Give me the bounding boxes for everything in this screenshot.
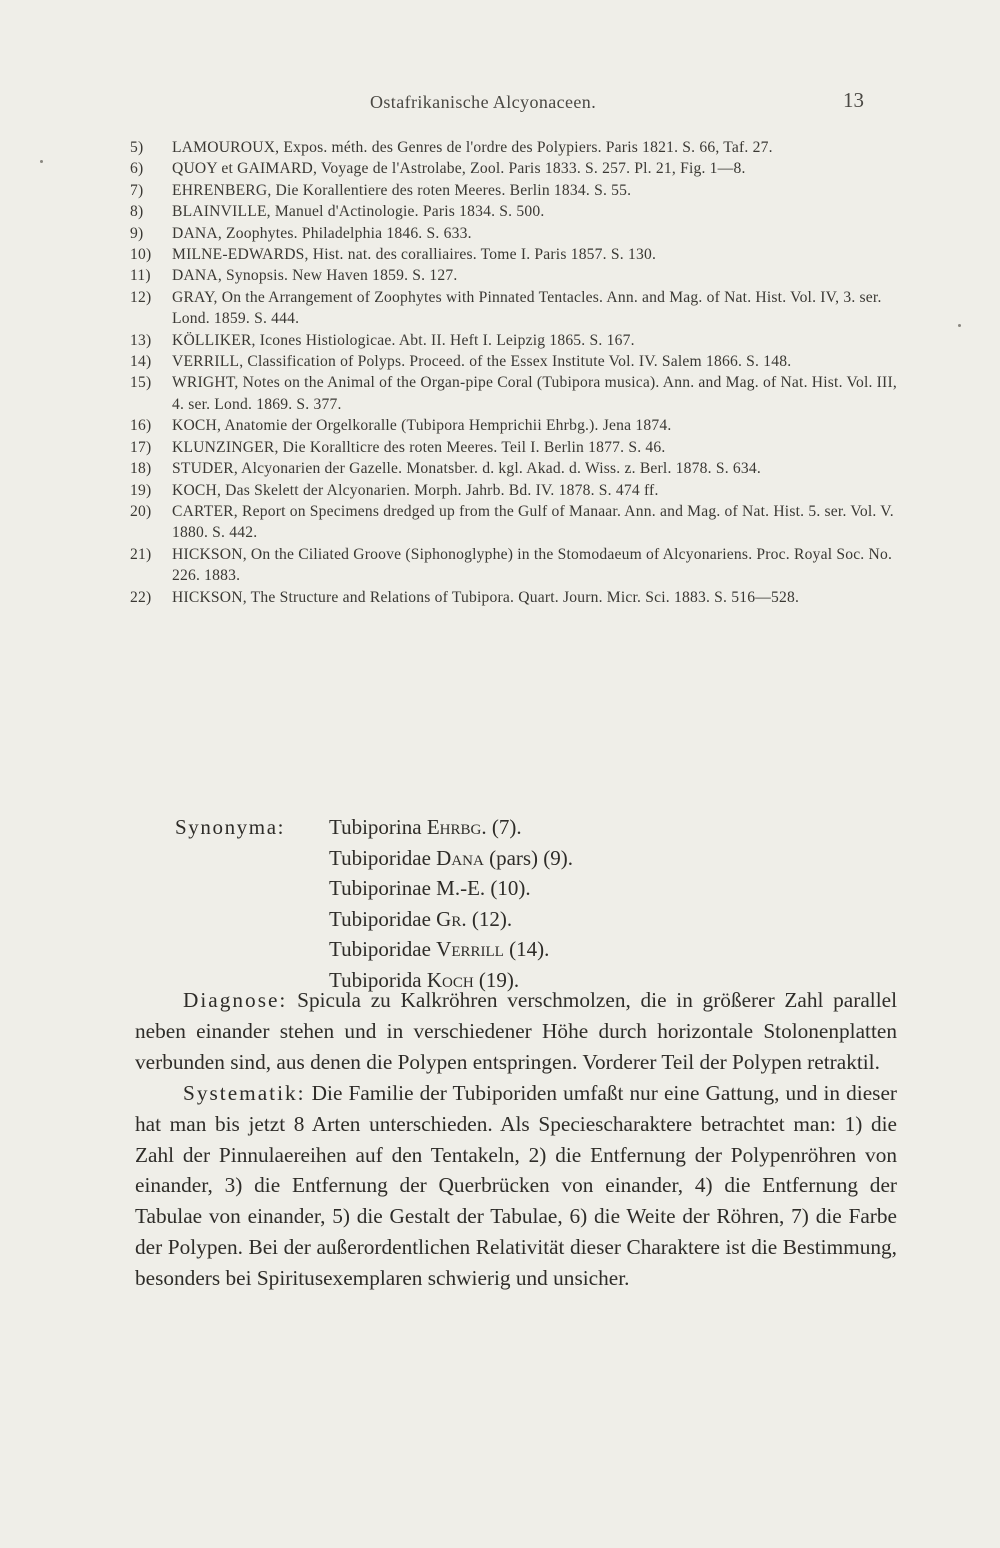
synonym-row <box>175 934 573 965</box>
reference-number: 14) <box>130 353 152 371</box>
reference-number: 10) <box>130 246 152 264</box>
diagnose-label: Diagnose: <box>183 988 288 1012</box>
reference-item <box>130 437 900 458</box>
reference-item <box>130 458 900 479</box>
synonym-name: Tubiporina <box>329 815 422 839</box>
reference-item <box>130 137 900 158</box>
synonyma-block <box>175 812 573 996</box>
reference-item <box>130 201 900 222</box>
reference-text: EHRENBERG, Die Korallentiere des roten Meeres. Berlin 1834. S. 55. <box>172 181 632 199</box>
diagnose-paragraph <box>135 985 897 1078</box>
synonym-name: Tubiporidae <box>329 845 431 870</box>
scan-speck <box>40 160 43 163</box>
reference-item <box>130 287 900 330</box>
reference-item <box>130 223 900 244</box>
reference-item <box>130 587 900 608</box>
reference-number: 22) <box>130 588 152 606</box>
reference-number: 7) <box>130 181 144 199</box>
synonym-name: Tubiporinae <box>329 876 431 901</box>
reference-item <box>130 351 900 372</box>
reference-text: LAMOUROUX, Expos. méth. des Genres de l'ordre des Polypiers. Paris 1821. S. 66, Taf. 27. <box>172 139 773 156</box>
synonym-author: M.-E. <box>436 876 486 901</box>
synonyma-label: Synonyma: <box>175 815 286 839</box>
scan-speck <box>958 324 961 327</box>
reference-number: 6) <box>130 160 144 178</box>
reference-text: VERRILL, Classification of Polyps. Proceed. of the Essex Institute Vol. IV. Salem 1866. S. 148. <box>172 353 792 371</box>
synonym-row <box>175 904 573 935</box>
synonym-ref: (10). <box>490 876 531 901</box>
reference-number: 13) <box>130 331 152 349</box>
reference-text: DANA, Synopsis. New Haven 1859. S. 127. <box>172 267 458 285</box>
reference-number: 16) <box>130 417 152 435</box>
reference-item <box>130 480 900 501</box>
synonym-name: Tubiporidae <box>329 937 431 962</box>
reference-number: 17) <box>130 438 152 456</box>
running-title: Ostafrikanische Alcyonaceen. <box>370 92 597 112</box>
reference-text: KOCH, Anatomie der Orgelkoralle (Tubipora Hemprichii Ehrbg.). Jena 1874. <box>172 417 672 435</box>
reference-text: KLUNZINGER, Die Korallticre des roten Meeres. Teil I. Berlin 1877. S. 46. <box>172 438 666 456</box>
synonym-ref: (14). <box>509 937 550 962</box>
synonym-name: Tubiporidae <box>329 906 431 931</box>
reference-number: 11) <box>130 267 151 285</box>
synonym-ref: (pars) (9). <box>489 845 574 870</box>
diagnose-text: Spicula zu Kalkröhren verschmolzen, die in größerer Zahl parallel neben einander stehen und in verschiedener Höhe durch horizontale Stolonenplatten verbunden sind, aus denen die Polypen entspringen. Vorderer Teil der Polypen retraktil. <box>135 988 898 1074</box>
reference-text: KOCH, Das Skelett der Alcyonarien. Morph. Jahrb. Bd. IV. 1878. S. 474 ff. <box>172 481 659 499</box>
synonym-ref: (7). <box>491 815 522 839</box>
reference-text: WRIGHT, Notes on the Animal of the Organ-pipe Coral (Tubipora musica). Ann. and Mag. of Nat. Hist. Vol. III, 4. ser. Lond. 1869. S. 377. <box>172 374 897 413</box>
reference-text: STUDER, Alcyonarien der Gazelle. Monatsber. d. kgl. Akad. d. Wiss. z. Berl. 1878. S. 634. <box>172 460 762 478</box>
synonym-row <box>175 843 573 874</box>
reference-number: 12) <box>130 288 152 306</box>
reference-item <box>130 415 900 436</box>
synonym-row <box>175 812 573 843</box>
reference-number: 5) <box>130 139 144 156</box>
reference-number: 15) <box>130 374 152 392</box>
reference-number: 8) <box>130 203 144 221</box>
reference-number: 9) <box>130 224 144 242</box>
reference-list <box>130 137 900 608</box>
reference-text: HICKSON, On the Ciliated Groove (Siphonoglyphe) in the Stomodaeum of Alcyonariens. Proc. Royal Soc. No. 226. 1883. <box>172 545 893 585</box>
synonym-author: Ehrbg. <box>426 815 487 839</box>
synonym-author: Dana <box>436 845 484 870</box>
synonym-author: Gr. <box>436 906 467 931</box>
reference-text: KÖLLIKER, Icones Histiologicae. Abt. II. Heft I. Leipzig 1865. S. 167. <box>172 331 635 349</box>
reference-number: 18) <box>130 460 152 478</box>
synonym-ref: (19). <box>478 967 520 992</box>
reference-item <box>130 180 900 201</box>
synonym-row <box>175 873 573 904</box>
reference-number: 19) <box>130 481 152 499</box>
systematik-label: Systematik: <box>183 1080 306 1105</box>
systematik-text: Die Familie der Tubiporiden umfaßt nur eine Gattung, und in dieser hat man bis jetzt 8 Arten unterschieden. Als Speciescharaktere betrachtet man: 1) die Zahl der Pinnulaereihen auf den Tentakeln, 2) die Entfernung der Polypenröhren von einander, 3) die Entfernung der Querbrücken von einander, 4) die Entfernung der Tabulae von einander, 5) die Gestalt der Tabulae, 6) die Weite der Röhren, 7) die Farbe der Polypen. Bei der außerordentlichen Relativität dieser Charaktere ist die Bestimmung, besonders bei Spiritusexemplaren schwierig und unsicher. <box>135 1080 897 1291</box>
reference-number: 20) <box>130 502 152 520</box>
reference-item <box>130 372 900 415</box>
reference-item <box>130 544 900 587</box>
synonym-author: Koch <box>426 967 474 992</box>
reference-text: CARTER, Report on Specimens dredged up from the Gulf of Manaar. Ann. and Mag. of Nat. Hist. 5. ser. Vol. V. 1880. S. 442. <box>172 502 894 542</box>
reference-text: GRAY, On the Arrangement of Zoophytes with Pinnated Tentacles. Ann. and Mag. of Nat. Hist. Vol. IV, 3. ser. Lond. 1859. S. 444. <box>172 288 882 328</box>
reference-text: MILNE-EDWARDS, Hist. nat. des coralliaires. Tome I. Paris 1857. S. 130. <box>172 246 657 264</box>
reference-text: BLAINVILLE, Manuel d'Actinologie. Paris 1834. S. 500. <box>172 203 545 221</box>
reference-item <box>130 158 900 179</box>
reference-item <box>130 244 900 265</box>
systematik-paragraph <box>135 1078 897 1294</box>
reference-item <box>130 501 900 544</box>
page-number: 13 <box>843 88 864 112</box>
reference-text: HICKSON, The Structure and Relations of Tubipora. Quart. Journ. Micr. Sci. 1883. S. 516—528. <box>172 588 800 606</box>
synonym-author: Verrill <box>436 937 504 962</box>
reference-item <box>130 265 900 286</box>
reference-item <box>130 330 900 351</box>
body-text <box>135 985 897 1294</box>
reference-text: DANA, Zoophytes. Philadelphia 1846. S. 633. <box>172 224 472 242</box>
reference-text: QUOY et GAIMARD, Voyage de l'Astrolabe, Zool. Paris 1833. S. 257. Pl. 21, Fig. 1—8. <box>172 160 746 178</box>
synonym-name: Tubiporida <box>329 967 422 992</box>
synonym-ref: (12). <box>471 906 513 931</box>
reference-number: 21) <box>130 545 152 563</box>
